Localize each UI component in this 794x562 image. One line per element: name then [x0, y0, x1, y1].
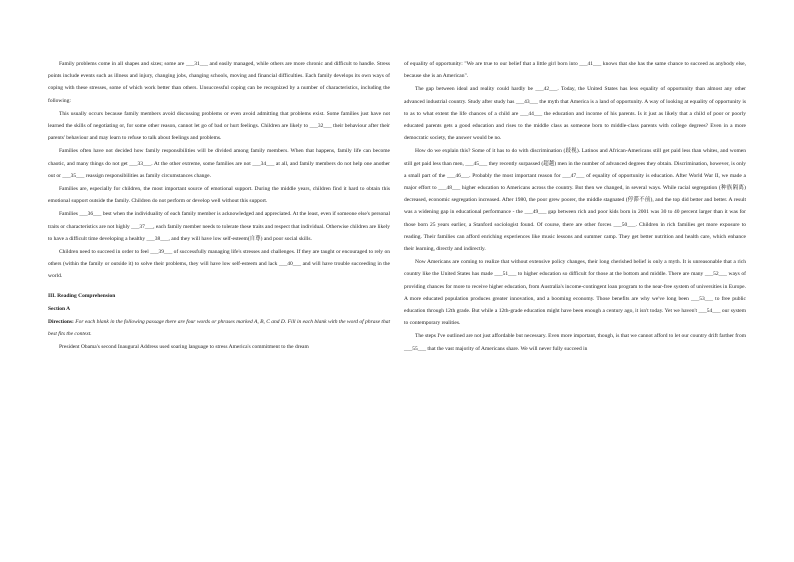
cloze-paragraph-2: This usually occurs because family members avoid discussing problems or even avoid admitting that problems exist. Some families just have not learned the skills of negotiating or, for some other reason, cannot let go of bad or hurt feelings. Children are likely to ___32___ their behaviour after their parents' behaviour and may learn to refuse to talk about feelings and problems. [48, 110, 392, 142]
directions-label: Directions: [48, 319, 74, 326]
passage-paragraph-5: Now Americans are coming to realize that without extensive policy changes, their long cherished belief is only a myth. It is unreasonable that a rich country like the United States has made ___51___ to higher education so difficult for those at the bottom and middle. There are many ___52___ ways of providing chances for more to receive higher education, from Australia's income-contingent loan program to the near-free system of universities in Europe. A more educated population produces greater innovation, and a booming economy. Those benefits are why we've long been ___53___ to free public education through 12th grade. But while a 12th-grade education might have been enough a century ago, it isn't today. Yet we haven't ___54___ our system to contemporary realities. [404, 259, 748, 327]
passage-paragraph-1: President Obama's second Inaugural Address used soaring language to stress America's commitment to the dream [59, 344, 309, 351]
section-subtitle: Section A [48, 305, 71, 312]
passage-paragraph-3: The gap between ideal and reality could hardly be ___42___. Today, the United States has less equality of opportunity than almost any other advanced industrial country. Study after study has ___43___ the myth that America is a land of opportunity. A way of looking at equality of opportunity is to as to what extent the life chances of a child are ___44___ the education and income of his parents. Is it just as likely that a child of poor or poorly educated parents gets a good education and rises to the middle class as someone born to middle-class parents with college degrees? Even in a more democratic society, the answer would be no. [404, 86, 748, 142]
passage-paragraph-6: The steps I've outlined are not just affordable but necessary. Even more important, though, is that we cannot afford to let our country drift farther from ___55___ that the vast majority of Americans share. We will never fully succeed in [404, 333, 748, 352]
section-title: III. Reading Comprehension [48, 292, 116, 299]
right-column [404, 58, 746, 356]
left-column [48, 58, 390, 355]
cloze-paragraph-3: Families often have not decided how family responsibilities will be divided among family members. When that happens, family life can become chaotic, and many things do not get ___33___. At the other extreme, some families are not ___34___ at all, and family members do not help one another out or ___35___ reassign responsibilities as family circumstances change. [48, 148, 392, 179]
directions-text: For each blank in the following passage there are four words or phrases marked A, B, C and D. Fill in each blank with the word of phrase that best fits the context. [48, 319, 392, 338]
cloze-paragraph-1: Family problems come in all shapes and sizes; some are ___31___ and easily managed, while others are more chronic and difficult to handle. Stress points include events such as illness and injury, changing jobs, changing schools, moving and financial difficulties. Each family develops its own ways of coping with these stresses, some of which work better than others. Unsuccessful coping can be recognized by a number of characteristics, including the following: [48, 61, 392, 104]
cloze-paragraph-5: Families ___36___ best when the individuality of each family member is acknowledged and appreciated. At the least, even if someone else's personal traits or characteristics are not highly ___37___, each family member needs to tolerate these traits and respect that individual. Otherwise children are likely to have a difficult time developing a healthy ___38___, and they will have low self-esteem(自尊) and poor social skills. [48, 211, 392, 242]
directions-paragraph [48, 316, 390, 340]
cloze-paragraph-6: Children need to succeed in order to feel ___39___ of successfully managing life's stresses and challenges. If they are taught or encouraged to rely on others (within the family or outside it) to solve their problems, they will have low self-esteem and lack ___40___ and will have trouble succeeding in the world. [48, 249, 392, 280]
cloze-paragraph-4: Families are, especially for children, the most important source of emotional support. During the middle years, children find it hard to obtain this emotional support outside the family. Children do not perform or develop well without this support. [48, 186, 392, 205]
passage-paragraph-2: of equality of opportunity: "We are true to our belief that a little girl born into ___41___ knows that she has the same chance to succeed as anybody else, because she is an American". [404, 61, 748, 80]
passage-paragraph-4: How do we explain this? Some of it has to do with discrimination (歧视). Latinos and African-Americans still get paid less than whites, and women still get paid less than men, ___45___ they recently surpassed (超越) men in the number of advanced degrees they obtain. Discrimination, however, is only a small part of the ___46___. Probably the most important reason for ___47___ of equality of opportunity is education. After World War II, we made a major effort to ___48___ higher education to Americans across the country. But then we changed, in several ways. While racial segregation (种族隔离) decreased, economic segregation increased. After 1980, the poor grew poorer, the middle stagnated (停滞不前), and the top did better and better. A result was a widening gap in educational performance - the ___49___ gap between rich and poor kids born in 2001 was 30 to 40 percent larger than it was for those born 25 years earlier, a Stanford sociologist found. Of course, there are other forces ___50___. Children in rich families get more exposure to reading. Their families can afford enriching experiences like music lessons and summer camp. They get better nutrition and health care, which enhance their learning, directly and indirectly. [404, 148, 748, 253]
